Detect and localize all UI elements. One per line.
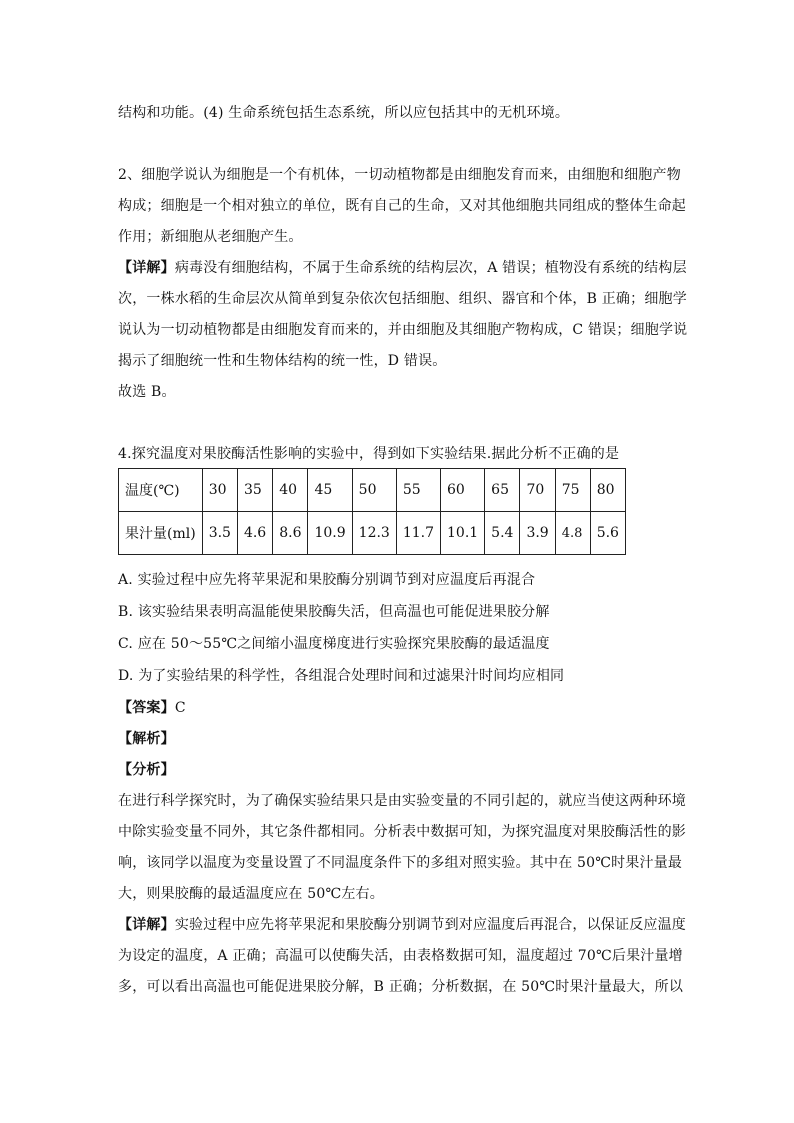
table-cell: 50 xyxy=(352,469,396,512)
q4-option-a: A. 实验过程中应先将苹果泥和果胶酶分别调节到对应温度后再混合 xyxy=(118,572,536,588)
table-cell: 45 xyxy=(308,469,352,512)
q4-option-c: C. 应在 50～55℃之间缩小温度梯度进行实验探究果胶酶的最适温度 xyxy=(118,636,550,652)
table-cell: 10.1 xyxy=(441,512,485,555)
q4-detail-line-1 xyxy=(118,915,686,935)
table-header-juice-volume: 果汁量(ml) xyxy=(119,512,203,555)
table-cell: 60 xyxy=(441,469,485,512)
q2-explanation-line-3: 作用；新细胞从老细胞产生。 xyxy=(118,229,303,245)
q2-explanation-line-1: 2、细胞学说认为细胞是一个有机体，一切动植物都是由细胞发育而来，由细胞和细胞产物 xyxy=(118,167,681,183)
q2-explanation-line-2: 构成；细胞是一个相对独立的单位，既有自己的生命，又对其他细胞共同组成的整体生命起 xyxy=(118,198,686,214)
q4-analysis-tag: 【解析】 xyxy=(118,731,175,747)
paragraph-top-line: 结构和功能。(4) 生命系统包括生态系统，所以应包括其中的无机环境。 xyxy=(118,105,570,121)
table-cell-value: 4.8 xyxy=(561,526,583,541)
table-row-juice-volume xyxy=(119,512,626,555)
q4-answer-value: C xyxy=(174,700,186,716)
table-cell: 4.6 xyxy=(237,512,272,555)
q4-option-d: D. 为了实验结果的科学性，各组混合处理时间和过滤果汁时间均应相同 xyxy=(118,668,565,684)
table-cell: 70 xyxy=(520,469,555,512)
table-cell: 40 xyxy=(273,469,308,512)
q4-analysis-line-4: 大，则果胶酶的最适温度应在 50℃左右。 xyxy=(118,886,384,902)
q2-detail-line-3: 说认为一切动植物都是由细胞发育而来的，并由细胞及其细胞产物构成，C 错误；细胞学说 xyxy=(118,322,688,338)
table-cell: 3.5 xyxy=(202,512,237,555)
q4-analysis-line-1: 在进行科学探究时，为了确保实验结果只是由实验变量的不同引起的，就应当使这两种环境 xyxy=(118,793,686,809)
q2-choice: 故选 B。 xyxy=(118,384,176,400)
q4-detail-line-2: 为设定的温度，A 正确；高温可以使酶失活，由表格数据可知，温度超过 70℃后果汁量增 xyxy=(118,948,683,964)
table-cell: 30 xyxy=(202,469,237,512)
q2-detail-text-1: 病毒没有细胞结构，不属于生命系统的结构层次，A 错误；植物没有系统的结构层 xyxy=(174,260,687,276)
q4-detail-line-3: 多，可以看出高温也可能促进果胶分解，B 正确；分析数据，在 50℃时果汁量最大，所以 xyxy=(118,979,684,995)
table-cell: 35 xyxy=(237,469,272,512)
q4-stem: 4.探究温度对果胶酶活性影响的实验中，得到如下实验结果.据此分析不正确的是 xyxy=(118,446,620,462)
table-cell: 3.9 xyxy=(520,512,555,555)
q2-detail-line-4: 揭示了细胞统一性和生物体结构的统一性，D 错误。 xyxy=(118,353,447,369)
table-cell: 8.6 xyxy=(273,512,308,555)
q2-detail-tag: 【详解】 xyxy=(118,260,175,276)
table-cell: 80 xyxy=(590,469,625,512)
q2-detail-line-1 xyxy=(118,258,687,278)
q4-detail-tag: 【详解】 xyxy=(118,917,175,933)
table-cell: 55 xyxy=(396,469,440,512)
table-cell xyxy=(555,512,590,555)
table-cell: 10.9 xyxy=(308,512,352,555)
table-cell: 11.7 xyxy=(396,512,440,555)
table-cell: 12.3 xyxy=(352,512,396,555)
q4-analysis-sub-tag: 【分析】 xyxy=(118,762,175,778)
q4-option-b: B. 该实验结果表明高温能使果胶酶失活，但高温也可能促进果胶分解 xyxy=(118,604,550,620)
q4-answer-tag: 【答案】 xyxy=(118,700,175,716)
table-cell: 5.4 xyxy=(485,512,520,555)
table-cell: 75 xyxy=(555,469,590,512)
q4-analysis-line-3: 响，该同学以温度为变量设置了不同温度条件下的多组对照实验。其中在 50℃时果汁量最 xyxy=(118,855,683,871)
q2-detail-line-2: 次，一株水稻的生命层次从简单到复杂依次包括细胞、组织、器官和个体，B 正确；细胞学 xyxy=(118,291,687,307)
table-cell: 65 xyxy=(485,469,520,512)
table-header-temperature: 温度(℃) xyxy=(119,469,203,512)
table-row-temperature xyxy=(119,469,626,512)
q4-data-table xyxy=(118,468,626,555)
table-cell: 5.6 xyxy=(590,512,625,555)
q4-answer xyxy=(118,698,186,718)
q4-analysis-line-2: 中除实验变量不同外，其它条件都相同。分析表中数据可知，为探究温度对果胶酶活性的影 xyxy=(118,824,686,840)
q4-detail-text-1: 实验过程中应先将苹果泥和果胶酶分别调节到对应温度后再混合，以保证反应温度 xyxy=(174,917,687,933)
